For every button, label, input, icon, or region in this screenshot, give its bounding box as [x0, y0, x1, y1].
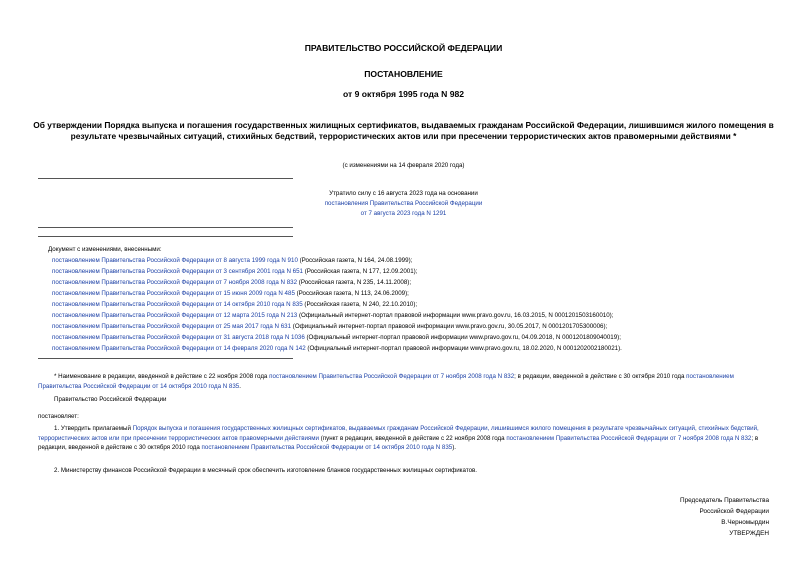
list-item: постановлением Правительства Российской Федерации от 25 мая 2017 года N 631 (Официальный интернет-портал правовой информации www.pravo.gov.ru, 30.05.2017, N 0001201705300006); [52, 323, 608, 330]
divider [38, 178, 293, 179]
amended-note: (с изменениями на 14 февраля 2020 года) [342, 162, 465, 169]
amendment-link[interactable]: постановлением Правительства Российской Федерации от 15 июня 2009 года N 485 [52, 290, 295, 297]
amendment-link[interactable]: постановлением Правительства Российской Федерации от 25 мая 2017 года N 631 [52, 323, 292, 330]
expired-link-2[interactable]: от 7 августа 2023 года N 1291 [360, 210, 447, 217]
government-heading: ПРАВИТЕЛЬСТВО РОССИЙСКОЙ ФЕДЕРАЦИИ [304, 43, 503, 53]
procedure-link[interactable]: Порядок выпуска и погашения государственных жилищных сертификатов, выдаваемых гражданам Российской Федерации, лишившимся жилого помещения в результате чрезвычайных ситуаций, стихийных бедствий, террористических актов или при пресечении террористических актов правомерными действиями [38, 425, 759, 442]
signature-line: Российской Федерации [699, 508, 769, 515]
paragraph-2: 2. Министерству финансов Российской Федерации в месячный срок обеспечить изготовление бланков государственных жилищных сертификатов. [54, 467, 478, 474]
resolves-text: постановляет: [38, 413, 79, 420]
date-number-heading: от 9 октября 1995 года N 982 [342, 89, 465, 99]
signature-name: В.Черномырдин [721, 519, 769, 526]
list-item: постановлением Правительства Российской Федерации от 8 августа 1999 года N 910 (Российская газета, N 164, 24.08.1999); [52, 257, 413, 264]
list-item: постановлением Правительства Российской Федерации от 31 августа 2018 года N 1036 (Официальный интернет-портал правовой информации www.pravo.gov.ru, 04.09.2018, N 0001201809040019); [52, 334, 621, 341]
list-item: постановлением Правительства Российской Федерации от 14 октября 2010 года N 835 (Российская газета, N 240, 22.10.2010); [52, 301, 418, 308]
expired-link-1[interactable]: постановления Правительства Российской Федерации [324, 200, 483, 207]
paragraph-link-3[interactable]: постановлением Правительства Российской Федерации от 14 октября 2010 года N 835 [201, 444, 453, 451]
list-item: постановлением Правительства Российской Федерации от 7 ноября 2008 года N 832 (Российская газета, N 235, 14.11.2008); [52, 279, 412, 286]
document-title: Об утверждении Порядка выпуска и погашения государственных жилищных сертификатов, выдаваемых гражданам Российской Федерации, лишившимся жилого помещения в результате чрезвычайных ситуаций, стихийных бедствий, террористических актов или при пресечении террористических актов правомерными действиями * [33, 120, 774, 141]
amendment-link[interactable]: постановлением Правительства Российской Федерации от 8 августа 1999 года N 910 [52, 257, 298, 264]
list-item: постановлением Правительства Российской Федерации от 14 февраля 2020 года N 142 (Официальный интернет-портал правовой информации www.pravo.gov.ru, 18.02.2020, N 0001202002180021). [52, 345, 622, 352]
approved-label: УТВЕРЖДЕН [729, 530, 769, 537]
signature-line: Председатель Правительства [680, 497, 769, 504]
issuer-text: Правительство Российской Федерации [54, 396, 167, 403]
amendment-link[interactable]: постановлением Правительства Российской Федерации от 7 ноября 2008 года N 832 [52, 279, 298, 286]
amendment-link[interactable]: постановлением Правительства Российской Федерации от 12 марта 2015 года N 213 [52, 312, 298, 319]
divider [38, 358, 293, 359]
signature-block [680, 495, 769, 539]
divider [38, 227, 293, 228]
amendment-link[interactable]: постановлением Правительства Российской Федерации от 3 сентября 2001 года N 651 [52, 268, 303, 275]
paragraph-link-2[interactable]: постановлением Правительства Российской Федерации от 7 ноября 2008 года N 832 [506, 434, 752, 442]
doc-type-heading: ПОСТАНОВЛЕНИЕ [364, 69, 443, 79]
amendments-intro: Документ с изменениями, внесенными: [48, 246, 162, 253]
amendment-link[interactable]: постановлением Правительства Российской Федерации от 14 октября 2010 года N 835 [52, 301, 303, 308]
footnote-link-2[interactable]: постановлением Правительства Российской Федерации от 14 октября 2010 года N 835 [38, 373, 734, 390]
divider [38, 236, 293, 237]
list-item: постановлением Правительства Российской Федерации от 12 марта 2015 года N 213 (Официальный интернет-портал правовой информации www.pravo.gov.ru, 16.03.2015, N 0001201503160010); [52, 312, 614, 319]
paragraph-1: 1. Утвердить прилагаемый Порядок выпуска и погашения государственных жилищных сертификатов, выдаваемых гражданам Российской Федерации, лишившимся жилого помещения в результате чрезвычайных ситуаций, стихийных бедствий, террористических актов или при пресечении террористических актов правомерными действиями (пункт в редакции, введенной в действие с 22 ноября 2008 года постановлением Правительства Российской Федерации от 7 ноября 2008 года N 832; в редакции, введенной в действие с 30 октября 2010 года постановлением Правительства Российской Федерации от 14 октября 2010 года N 835). [38, 425, 759, 451]
footnote: * Наименование в редакции, введенной в действие с 22 ноября 2008 года постановлением Правительства Российской Федерации от 7 ноября 2008 года N 832; в редакции, введенной в действие с 30 октября 2010 года постановлением Правительства Российской Федерации от 14 октября 2010 года N 835. [38, 373, 734, 390]
footnote-link-1[interactable]: постановлением Правительства Российской Федерации от 7 ноября 2008 года N 832 [269, 373, 515, 380]
amendment-link[interactable]: постановлением Правительства Российской Федерации от 31 августа 2018 года N 1036 [52, 334, 305, 341]
list-item: постановлением Правительства Российской Федерации от 3 сентября 2001 года N 651 (Российская газета, N 177, 12.09.2001); [52, 268, 418, 275]
list-item: постановлением Правительства Российской Федерации от 15 июня 2009 года N 485 (Российская газета, N 113, 24.06.2009); [52, 290, 409, 297]
expired-text: Утратило силу с 16 августа 2023 года на основании [329, 190, 478, 197]
amendment-link[interactable]: постановлением Правительства Российской Федерации от 14 февраля 2020 года N 142 [52, 345, 306, 352]
expired-block [0, 189, 807, 219]
